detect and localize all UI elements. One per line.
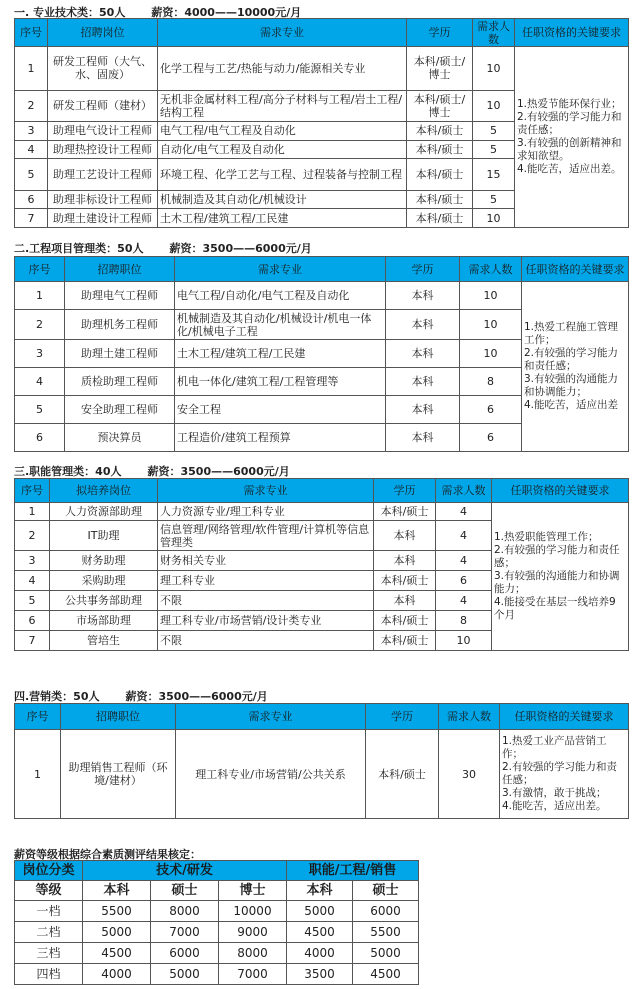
table-row	[15, 901, 419, 922]
cell-index: 7	[15, 631, 50, 651]
cell-position: 财务助理	[50, 551, 158, 571]
cell-count: 5	[473, 121, 515, 140]
grade-subheader: 硕士	[151, 881, 219, 901]
section1-title: 一. 专业技术类：50人	[14, 6, 126, 19]
grade-value: 6000	[151, 943, 219, 964]
header-cell: 序号	[15, 19, 48, 47]
grade-subheader: 本科	[287, 881, 353, 901]
cell-count: 4	[436, 503, 492, 521]
cell-position: 助理销售工程师（环境/建材）	[61, 730, 176, 819]
section1-salary: 薪资：4000——10000元/月	[151, 6, 302, 19]
cell-major: 信息管理/网络管理/软件管理/计算机等信息管理类	[158, 521, 374, 551]
cell-degree: 本科	[386, 368, 460, 396]
cell-count: 8	[460, 368, 522, 396]
cell-index: 4	[15, 368, 65, 396]
grade-value: 5000	[83, 922, 151, 943]
cell-index: 3	[15, 551, 50, 571]
cell-major: 机械制造及其自动化/机械设计	[158, 190, 407, 209]
section4-requirements: 1.热爱工业产品营销工作； 2.有较强的学习能力和责任感； 3.有激情，敢于挑战； 4.能吃苦，适应出差。	[500, 730, 629, 819]
table-row	[15, 503, 629, 521]
grade-tech-header: 技术/研发	[83, 861, 287, 881]
section2-requirements: 1.热爱工程施工管理工作； 2.有较强的学习能力和责任感； 3.有较强的沟通能力和协调能力； 4.能吃苦，适应出差	[522, 282, 629, 452]
cell-count: 4	[436, 591, 492, 611]
header-cell: 需求专业	[176, 704, 366, 730]
cell-degree: 本科/硕士	[374, 571, 436, 591]
cell-degree: 本科/硕士	[407, 190, 473, 209]
cell-major: 不限	[158, 631, 374, 651]
cell-degree: 本科/硕士	[374, 503, 436, 521]
header-cell: 招聘职位	[61, 704, 176, 730]
cell-index: 5	[15, 396, 65, 424]
cell-degree: 本科/硕士	[374, 631, 436, 651]
grade-function-header: 职能/工程/销售	[287, 861, 419, 881]
cell-count: 10	[460, 310, 522, 340]
cell-count: 4	[436, 521, 492, 551]
cell-count: 6	[460, 396, 522, 424]
section3-table	[14, 478, 629, 651]
header-cell: 任职资格的关键要求	[515, 19, 629, 47]
header-cell: 拟培养岗位	[50, 479, 158, 503]
cell-position: 助理电气设计工程师	[48, 121, 158, 140]
cell-count: 10	[436, 631, 492, 651]
grade-value: 8000	[151, 901, 219, 922]
cell-degree: 本科/硕士	[407, 121, 473, 140]
cell-position: 助理工艺设计工程师	[48, 159, 158, 190]
cell-degree: 本科/硕士	[407, 209, 473, 228]
grade-value: 5000	[151, 964, 219, 985]
table-row	[15, 964, 419, 985]
cell-count: 10	[473, 209, 515, 228]
cell-position: 助理电气工程师	[65, 282, 175, 310]
cell-index: 6	[15, 424, 65, 452]
section4-salary: 薪资：3500——6000元/月	[125, 690, 268, 703]
cell-index: 2	[15, 521, 50, 551]
cell-count: 6	[460, 424, 522, 452]
header-cell: 序号	[15, 257, 65, 282]
cell-count: 15	[473, 159, 515, 190]
cell-position: 助理机务工程师	[65, 310, 175, 340]
grade-level: 二档	[15, 922, 83, 943]
cell-position: 助理非标设计工程师	[48, 190, 158, 209]
cell-major: 理工科专业/市场营销/公共关系	[176, 730, 366, 819]
cell-major: 无机非金属材料工程/高分子材料与工程/岩土工程/结构工程	[158, 90, 407, 121]
header-cell: 需求专业	[158, 19, 407, 47]
grade-value: 4000	[287, 943, 353, 964]
header-cell: 学历	[386, 257, 460, 282]
cell-count: 4	[436, 551, 492, 571]
table-row	[15, 943, 419, 964]
cell-count: 10	[460, 340, 522, 368]
section2-table	[14, 256, 629, 452]
cell-index: 4	[15, 140, 48, 159]
table-row	[15, 282, 629, 310]
section2-heading	[14, 240, 312, 256]
cell-major: 土木工程/建筑工程/工民建	[158, 209, 407, 228]
cell-position: 助理热控设计工程师	[48, 140, 158, 159]
grade-value: 4500	[287, 922, 353, 943]
cell-index: 7	[15, 209, 48, 228]
cell-position: 助理土建工程师	[65, 340, 175, 368]
cell-count: 10	[460, 282, 522, 310]
cell-degree: 本科	[386, 340, 460, 368]
cell-degree: 本科	[374, 521, 436, 551]
cell-count: 10	[473, 90, 515, 121]
cell-count: 6	[436, 571, 492, 591]
cell-major: 机械制造及其自动化/机械设计/机电一体化/机械电子工程	[175, 310, 386, 340]
cell-position: IT助理	[50, 521, 158, 551]
cell-position: 采购助理	[50, 571, 158, 591]
cell-index: 6	[15, 190, 48, 209]
cell-degree: 本科	[386, 282, 460, 310]
cell-count: 5	[473, 140, 515, 159]
grade-subheader: 本科	[83, 881, 151, 901]
cell-major: 环境工程、化学工艺与工程、过程装备与控制工程	[158, 159, 407, 190]
section1-requirements: 1.热爱节能环保行业； 2.有较强的学习能力和责任感； 3.有较强的创新精神和求知欲望。 4.能吃苦，适应出差。	[515, 47, 629, 228]
cell-index: 6	[15, 611, 50, 631]
cell-major: 工程造价/建筑工程预算	[175, 424, 386, 452]
grade-value: 9000	[219, 922, 287, 943]
cell-major: 理工科专业	[158, 571, 374, 591]
grade-category-header: 岗位分类	[15, 861, 83, 881]
cell-degree: 本科/硕士	[407, 140, 473, 159]
grade-value: 5000	[353, 943, 419, 964]
grade-subheader: 博士	[219, 881, 287, 901]
header-cell: 招聘职位	[65, 257, 175, 282]
cell-major: 安全工程	[175, 396, 386, 424]
header-cell: 任职资格的关键要求	[522, 257, 629, 282]
header-cell: 序号	[15, 479, 50, 503]
section1-table	[14, 18, 629, 228]
cell-degree: 本科	[386, 424, 460, 452]
cell-degree: 本科/硕士/博士	[407, 90, 473, 121]
grade-value: 5500	[83, 901, 151, 922]
header-cell: 学历	[366, 704, 439, 730]
header-cell: 任职资格的关键要求	[500, 704, 629, 730]
cell-position: 安全助理工程师	[65, 396, 175, 424]
grade-value: 5000	[287, 901, 353, 922]
salary-grade-note: 薪资等级根据综合素质测评结果核定：	[14, 848, 201, 861]
cell-index: 5	[15, 591, 50, 611]
section4-title: 四.营销类：50人	[14, 690, 100, 703]
grade-subheader: 硕士	[353, 881, 419, 901]
header-cell: 学历	[374, 479, 436, 503]
cell-index: 3	[15, 121, 48, 140]
cell-position: 市场部助理	[50, 611, 158, 631]
grade-level: 一档	[15, 901, 83, 922]
grade-value: 4500	[353, 964, 419, 985]
section3-salary: 薪资：3500——6000元/月	[147, 465, 290, 478]
header-cell: 需求人数	[473, 19, 515, 47]
grade-level: 三档	[15, 943, 83, 964]
table-row	[15, 47, 629, 91]
cell-degree: 本科	[374, 591, 436, 611]
cell-position: 管培生	[50, 631, 158, 651]
table-row	[15, 922, 419, 943]
cell-position: 预决算员	[65, 424, 175, 452]
grade-level: 四档	[15, 964, 83, 985]
cell-index: 4	[15, 571, 50, 591]
cell-count: 30	[439, 730, 500, 819]
section4-table	[14, 703, 629, 819]
cell-index: 2	[15, 90, 48, 121]
header-cell: 需求专业	[158, 479, 374, 503]
cell-count: 10	[473, 47, 515, 91]
header-cell: 需求人数	[460, 257, 522, 282]
cell-count: 8	[436, 611, 492, 631]
cell-degree: 本科	[386, 396, 460, 424]
cell-index: 5	[15, 159, 48, 190]
grade-value: 7000	[151, 922, 219, 943]
cell-index: 3	[15, 340, 65, 368]
cell-degree: 本科	[386, 310, 460, 340]
section3-requirements: 1.热爱职能管理工作； 2.有较强的学习能力和责任感； 3.有较强的沟通能力和协调能力； 4.能接受在基层一线培养9个月	[492, 503, 629, 651]
cell-degree: 本科/硕士	[366, 730, 439, 819]
cell-major: 自动化/电气工程及自动化	[158, 140, 407, 159]
cell-index: 1	[15, 503, 50, 521]
cell-major: 电气工程/电气工程及自动化	[158, 121, 407, 140]
cell-major: 财务相关专业	[158, 551, 374, 571]
cell-position: 质检助理工程师	[65, 368, 175, 396]
grade-value: 4000	[83, 964, 151, 985]
section4-heading	[14, 688, 268, 704]
cell-major: 不限	[158, 591, 374, 611]
cell-count: 5	[473, 190, 515, 209]
cell-degree: 本科/硕士	[407, 159, 473, 190]
grade-value: 6000	[353, 901, 419, 922]
cell-position: 研发工程师（大气、水、固废）	[48, 47, 158, 91]
section2-salary: 薪资：3500——6000元/月	[169, 242, 312, 255]
header-cell: 需求专业	[175, 257, 386, 282]
header-cell: 任职资格的关键要求	[492, 479, 629, 503]
grade-value: 7000	[219, 964, 287, 985]
grade-value: 5500	[353, 922, 419, 943]
table-row	[15, 730, 629, 819]
header-cell: 学历	[407, 19, 473, 47]
grade-value: 8000	[219, 943, 287, 964]
cell-degree: 本科/硕士/博士	[407, 47, 473, 91]
section3-heading	[14, 463, 290, 479]
cell-degree: 本科/硕士	[374, 611, 436, 631]
section2-title: 二.工程项目管理类：50人	[14, 242, 144, 255]
cell-major: 机电一体化/建筑工程/工程管理等	[175, 368, 386, 396]
cell-index: 2	[15, 310, 65, 340]
cell-index: 1	[15, 730, 61, 819]
cell-position: 助理土建设计工程师	[48, 209, 158, 228]
cell-major: 理工科专业/市场营销/设计类专业	[158, 611, 374, 631]
cell-major: 土木工程/建筑工程/工民建	[175, 340, 386, 368]
cell-major: 电气工程/自动化/电气工程及自动化	[175, 282, 386, 310]
cell-position: 研发工程师（建材）	[48, 90, 158, 121]
header-cell: 招聘岗位	[48, 19, 158, 47]
header-cell: 序号	[15, 704, 61, 730]
grade-value: 3500	[287, 964, 353, 985]
grade-subheader: 等级	[15, 881, 83, 901]
cell-degree: 本科	[374, 551, 436, 571]
cell-position: 人力资源部助理	[50, 503, 158, 521]
header-cell: 需求人数	[439, 704, 500, 730]
grade-value: 10000	[219, 901, 287, 922]
cell-major: 化学工程与工艺/热能与动力/能源相关专业	[158, 47, 407, 91]
cell-index: 1	[15, 282, 65, 310]
cell-index: 1	[15, 47, 48, 91]
header-cell: 需求人数	[436, 479, 492, 503]
salary-grade-table	[14, 860, 419, 985]
cell-position: 公共事务部助理	[50, 591, 158, 611]
section3-title: 三.职能管理类：40人	[14, 465, 122, 478]
cell-major: 人力资源专业/理工科专业	[158, 503, 374, 521]
grade-value: 4500	[83, 943, 151, 964]
